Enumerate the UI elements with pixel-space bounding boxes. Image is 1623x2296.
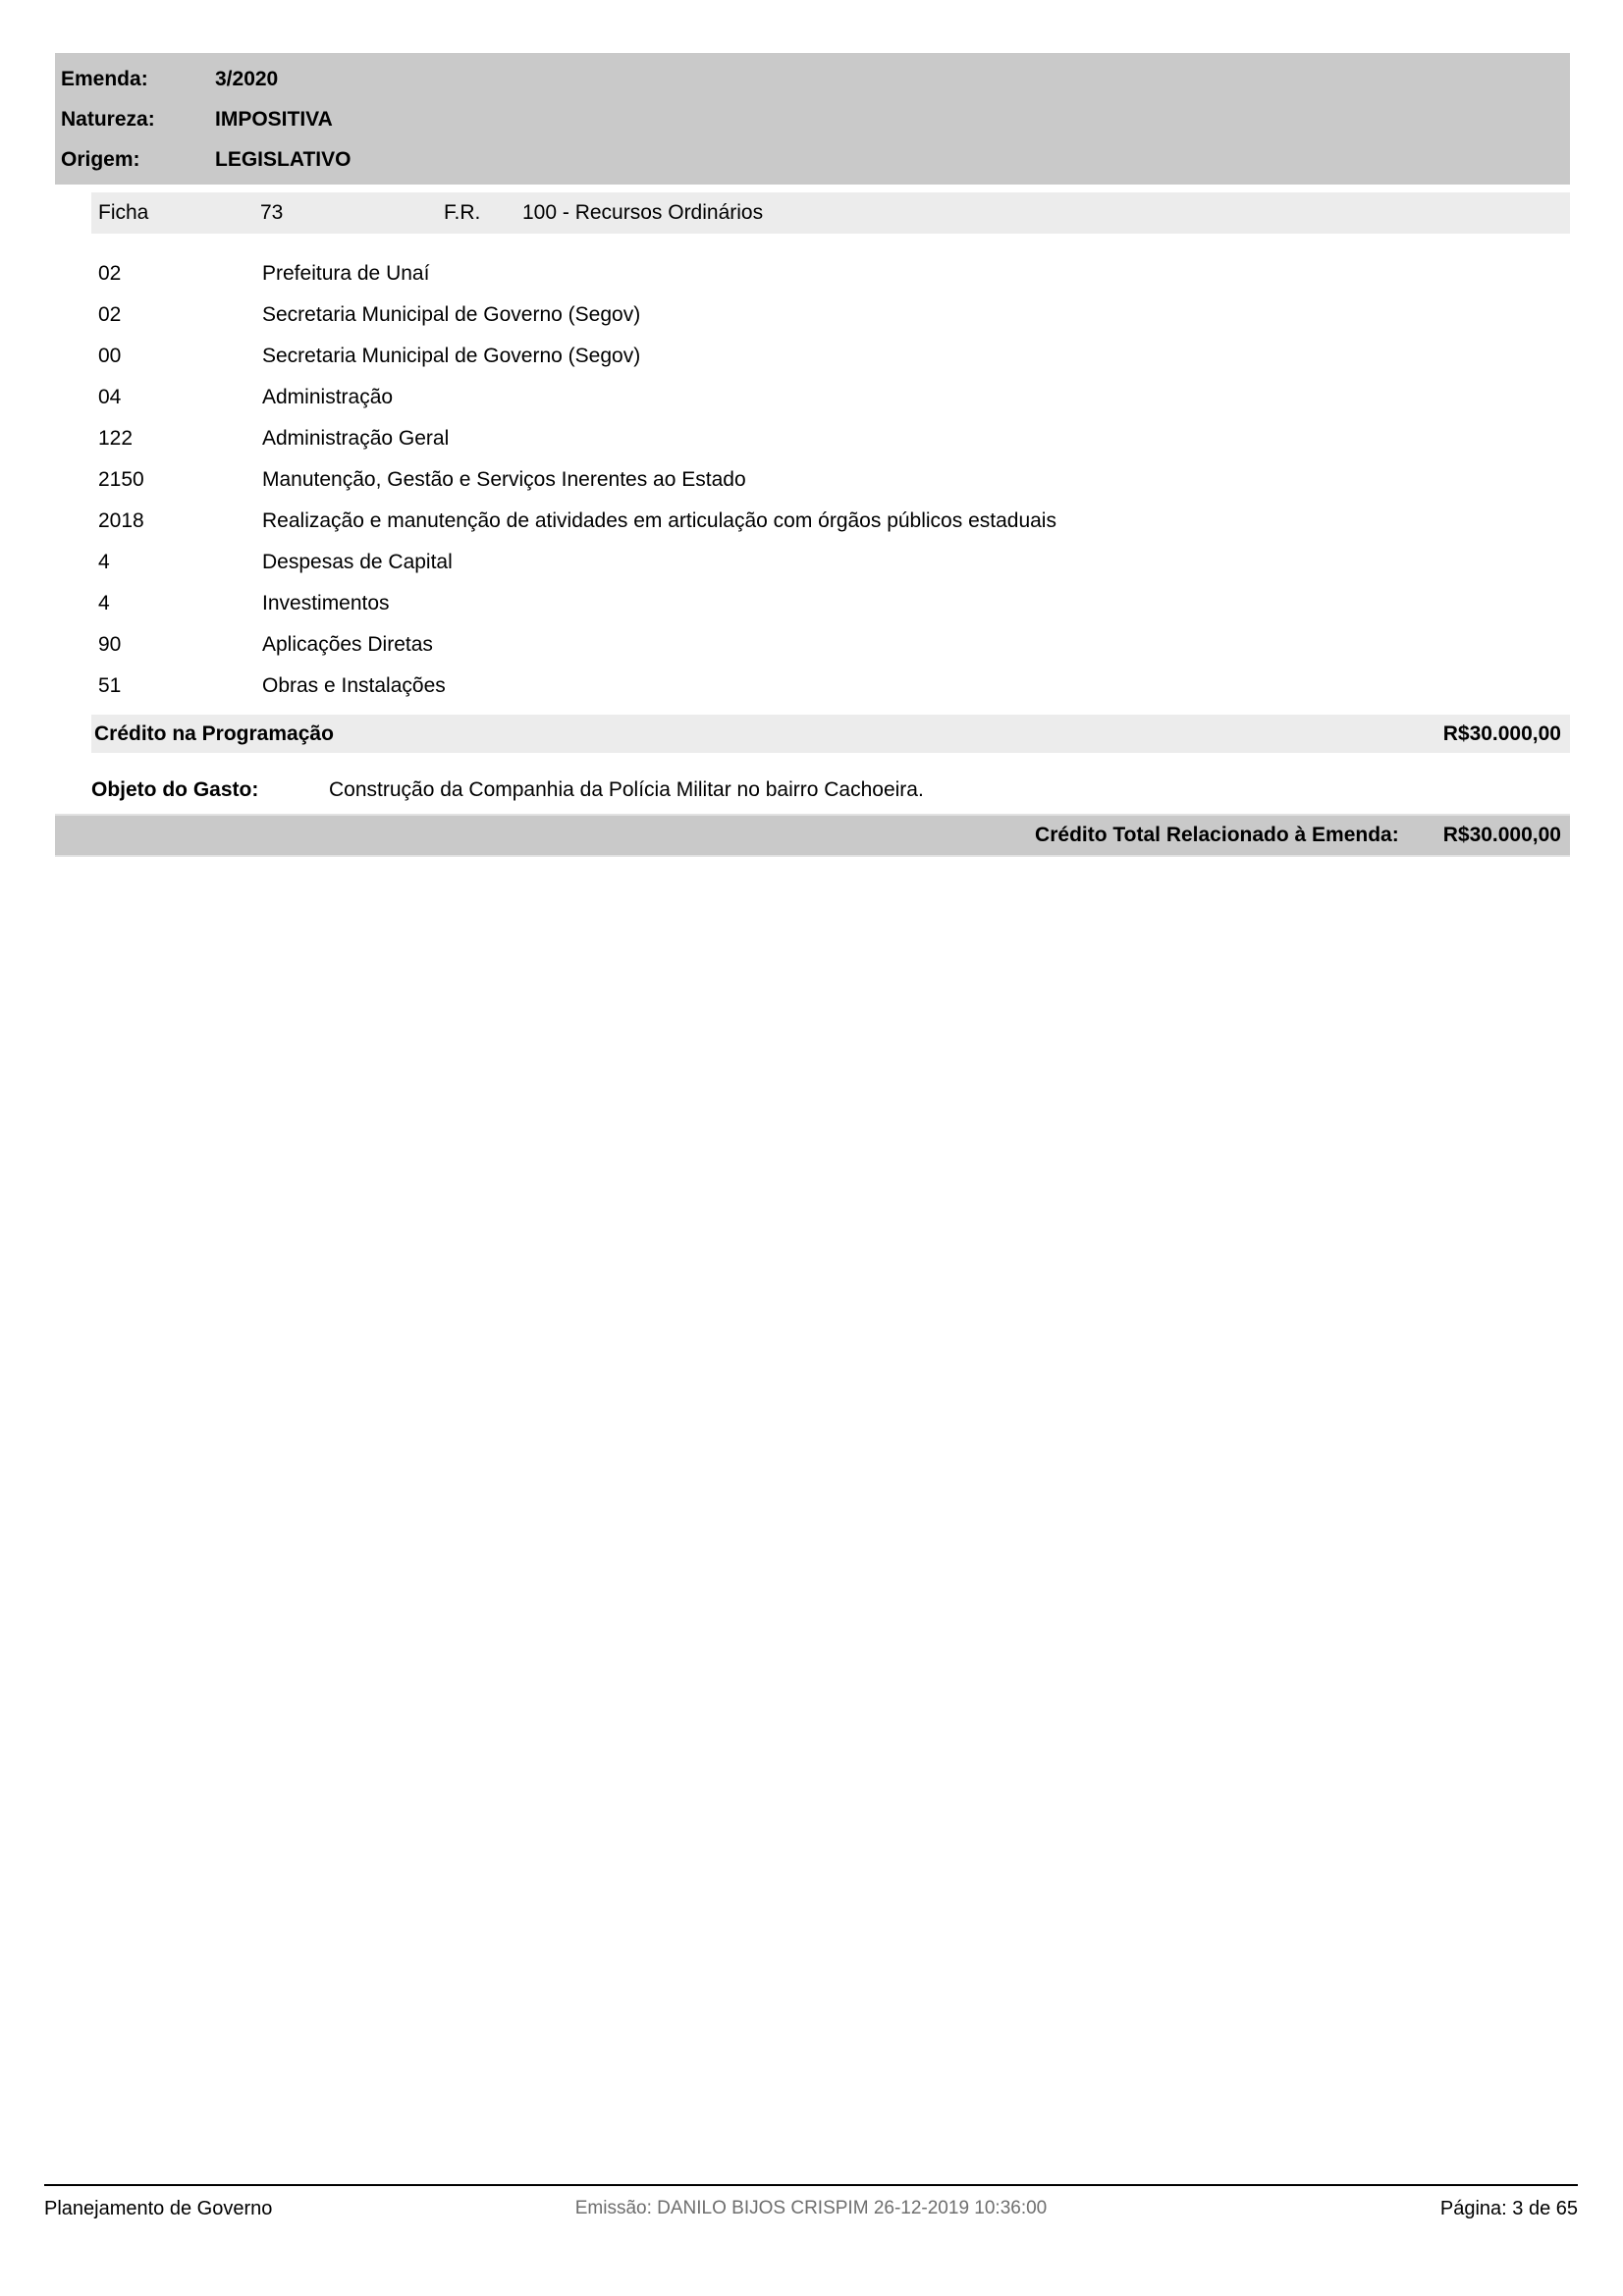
credito-programacao-bar bbox=[91, 715, 1570, 753]
credito-programacao-value: R$30.000,00 bbox=[1442, 721, 1561, 745]
classification-description: Obras e Instalações bbox=[262, 674, 446, 697]
ficha-label: Ficha bbox=[98, 201, 149, 224]
credito-programacao-label: Crédito na Programação bbox=[94, 721, 334, 745]
emenda-report bbox=[55, 53, 1570, 857]
objeto-gasto-row bbox=[91, 776, 1570, 804]
fr-label: F.R. bbox=[444, 201, 481, 224]
footer-emission-info: Emissão: DANILO BIJOS CRISPIM 26-12-2019 10:36:00 bbox=[574, 2198, 1048, 2218]
classification-row bbox=[91, 294, 1570, 336]
classification-row bbox=[91, 501, 1570, 542]
header-field-value: 3/2020 bbox=[215, 67, 279, 90]
credito-total-value: R$30.000,00 bbox=[1442, 824, 1561, 846]
classification-code: 04 bbox=[98, 386, 122, 408]
classification-code: 02 bbox=[98, 262, 122, 285]
classification-description: Despesas de Capital bbox=[262, 551, 453, 573]
classification-row bbox=[91, 583, 1570, 624]
header-field-label: Origem: bbox=[61, 147, 140, 171]
classification-code: 2018 bbox=[98, 509, 144, 532]
classification-row bbox=[91, 542, 1570, 583]
classification-description: Realização e manutenção de atividades em articulação com órgãos públicos estaduais bbox=[262, 509, 1056, 532]
classification-description: Manutenção, Gestão e Serviços Inerentes ao Estado bbox=[262, 468, 746, 491]
classification-code: 122 bbox=[98, 427, 134, 450]
objeto-gasto-label: Objeto do Gasto: bbox=[91, 778, 259, 801]
page-footer bbox=[44, 2184, 1578, 2220]
ficha-bar bbox=[91, 192, 1570, 234]
classification-row bbox=[91, 624, 1570, 666]
classification-row bbox=[91, 253, 1570, 294]
footer-system-name: Planejamento de Governo bbox=[44, 2198, 273, 2219]
classification-code: 51 bbox=[98, 674, 122, 697]
header-field-row bbox=[55, 139, 1570, 180]
classification-description: Administração Geral bbox=[262, 427, 450, 450]
classification-code: 2150 bbox=[98, 468, 144, 491]
credito-total-bar bbox=[55, 814, 1570, 857]
ficha-number: 73 bbox=[260, 201, 284, 224]
header-field-value: LEGISLATIVO bbox=[215, 147, 352, 171]
classification-code: 90 bbox=[98, 633, 122, 656]
classification-description: Aplicações Diretas bbox=[262, 633, 433, 656]
footer-row bbox=[44, 2198, 1578, 2220]
classification-code: 4 bbox=[98, 551, 110, 573]
classification-description: Prefeitura de Unaí bbox=[262, 262, 430, 285]
classification-code: 02 bbox=[98, 303, 122, 326]
classification-description: Secretaria Municipal de Governo (Segov) bbox=[262, 303, 641, 326]
classification-code: 4 bbox=[98, 592, 110, 614]
classification-row bbox=[91, 459, 1570, 501]
classification-description: Investimentos bbox=[262, 592, 390, 614]
header-field-label: Natureza: bbox=[61, 107, 155, 131]
footer-page-number: Página: 3 de 65 bbox=[1439, 2198, 1578, 2219]
classification-code: 00 bbox=[98, 345, 122, 367]
header-field-label: Emenda: bbox=[61, 67, 148, 90]
header-field-row bbox=[55, 99, 1570, 139]
classification-description: Secretaria Municipal de Governo (Segov) bbox=[262, 345, 641, 367]
emenda-header-block bbox=[55, 53, 1570, 185]
classification-list bbox=[91, 253, 1570, 707]
classification-row bbox=[91, 666, 1570, 707]
objeto-gasto-value: Construção da Companhia da Polícia Militar no bairro Cachoeira. bbox=[329, 778, 924, 801]
credito-total-label: Crédito Total Relacionado à Emenda: bbox=[1035, 824, 1399, 846]
classification-row bbox=[91, 377, 1570, 418]
header-field-value: IMPOSITIVA bbox=[215, 107, 333, 131]
header-field-row bbox=[55, 59, 1570, 99]
classification-description: Administração bbox=[262, 386, 394, 408]
classification-row bbox=[91, 418, 1570, 459]
classification-row bbox=[91, 336, 1570, 377]
fr-value: 100 - Recursos Ordinários bbox=[522, 201, 764, 224]
